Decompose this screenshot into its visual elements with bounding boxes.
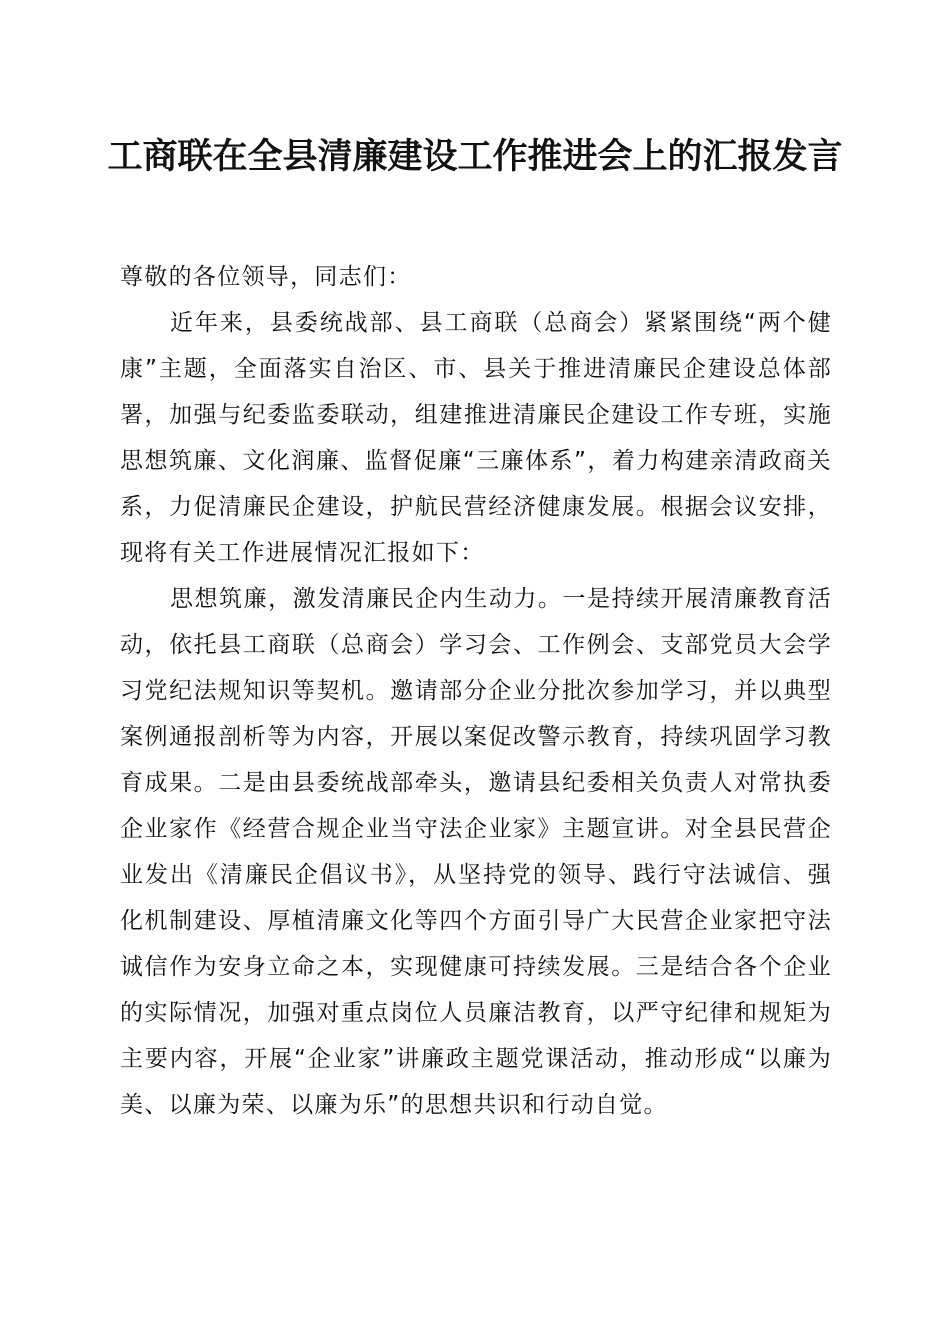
document-title: 工商联在全县清廉建设工作推进会上的汇报发言 — [107, 136, 843, 177]
document-body — [120, 254, 832, 1128]
paragraph-thought-integrity: 思想筑廉，激发清廉民企内生动力。一是持续开展清廉教育活动，依托县工商联（总商会）学习会、工作例会、支部党员大会学习党纪法规知识等契机。邀请部分企业分批次参加学习，并以典型案例通报剖析等为内容，开展以案促改警示教育，持续巩固学习教育成果。二是由县委统战部牵头，邀请县纪委相关负责人对常执委企业家作《经营合规企业当守法企业家》主题宣讲。对全县民营企业发出《清廉民企倡议书》，从坚持党的领导、践行守法诚信、强化机制建设、厚植清廉文化等四个方面引导广大民营企业家把守法诚信作为安身立命之本，实现健康可持续发展。三是结合各个企业的实际情况，加强对重点岗位人员廉洁教育，以严守纪律和规矩为主要内容，开展“企业家”讲廉政主题党课活动，推动形成“以廉为美、以廉为荣、以廉为乐”的思想共识和行动自觉。 — [120, 586, 832, 1118]
salutation: 尊敬的各位领导，同志们： — [120, 264, 412, 290]
paragraph-intro: 近年来，县委统战部、县工商联（总商会）紧紧围绕“两个健康”主题，全面落实自治区、市、县关于推进清廉民企建设总体部署，加强与纪委监委联动，组建推进清廉民企建设工作专班，实施思想筑廉、文化润廉、监督促廉“三廉体系”，着力构建亲清政商关系，力促清廉民企建设，护航民营经济健康发展。根据会议安排，现将有关工作进展情况汇报如下： — [120, 310, 832, 566]
